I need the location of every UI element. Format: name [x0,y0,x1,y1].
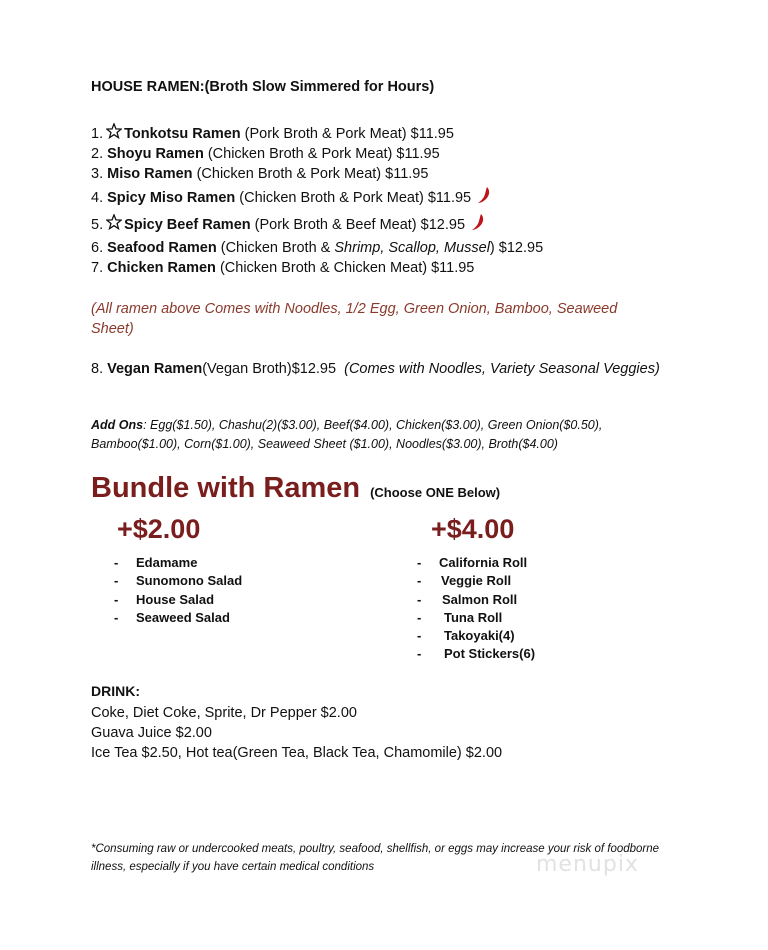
list-item: - Tuna Roll [417,609,535,627]
add-ons-text: : Egg($1.50), Chashu(2)($3.00), Beef($4.00), Chicken($3.00), Green Onion($0.50), Bamboo($1.00), Corn($1.00), Seaweed Sheet ($1.00), Noodles($3.00), Broth($4.00) [91,418,603,451]
item-number: 7. [91,260,104,276]
item-number: 1. [91,126,104,142]
list-item-label: House Salad [136,591,215,607]
item-extra: (Comes with Noodles, Variety Seasonal Veggies) [344,361,660,377]
bundle-title: Bundle with Ramen [91,472,361,504]
item-desc: (Chicken Broth & [216,240,335,256]
ramen-item-3 [91,164,543,184]
item-number: 6. [91,240,104,256]
item-desc: (Pork Broth & Beef Meat) $12.95 [250,216,466,233]
list-item: - Seaweed Salad [114,609,242,627]
bundle-price-2: +$2.00 [117,514,201,544]
bundle-subtitle: (Choose ONE Below) [370,485,501,500]
drink-line: Guava Juice $2.00 [91,725,212,741]
item-number: 4. [91,189,104,206]
add-ons [91,416,671,454]
list-item-label: Seaweed Salad [136,609,230,625]
list-item: - California Roll [417,554,535,572]
list-item: - Pot Stickers(6) [417,645,535,663]
chili-pepper-icon [471,213,485,231]
list-item-label: Sunomono Salad [136,573,243,589]
item-name: Chicken Ramen [107,260,216,276]
item-number: 2. [91,146,104,162]
ramen-item-7 [91,258,543,278]
list-item: - Takoyaki(4) [417,627,535,645]
item-desc: (Chicken Broth & Pork Meat) $11.95 [203,146,440,162]
chili-pepper-icon [477,186,491,204]
list-item-label: Edamame [136,555,198,570]
ramen-includes-note: (All ramen above Comes with Noodles, 1/2 Egg, Green Onion, Bamboo, Seaweed Sheet) [91,301,618,337]
house-ramen-heading: HOUSE RAMEN:(Broth Slow Simmered for Hours) [91,79,435,95]
ramen-item-6 [91,238,543,258]
drink-heading: DRINK: [91,683,140,699]
star-icon [106,214,122,230]
vegan-ramen-item [91,359,661,379]
list-item-label: Veggie Roll [441,573,512,589]
item-desc-italic: Shrimp, Scallop, Mussel [334,240,490,256]
item-number: 8. [91,361,104,377]
list-item-label: Salmon Roll [442,591,518,607]
ramen-item-5 [91,211,543,238]
drink-list [91,703,502,763]
list-item: - Sunomono Salad [114,572,242,590]
ramen-item-1 [91,124,543,144]
list-item: - Salmon Roll [417,591,535,609]
item-desc: (Vegan Broth)$12.95 [202,361,345,377]
watermark: menupix [536,852,639,877]
ramen-list [91,124,543,278]
item-desc: (Pork Broth & Pork Meat) $11.95 [240,126,454,142]
item-name: Seafood Ramen [107,240,217,256]
item-name: Vegan Ramen [107,361,203,377]
item-name: Spicy Beef Ramen [124,216,251,233]
item-desc: (Chicken Broth & Chicken Meat) $11.95 [215,260,475,276]
item-number: 3. [91,166,104,182]
list-item-label: Pot Stickers(6) [444,646,536,662]
item-name: Tonkotsu Ramen [124,126,241,142]
add-ons-label: Add Ons [91,418,144,432]
list-item: - House Salad [114,591,242,609]
ramen-item-4 [91,184,543,211]
list-item: - Edamame [114,554,242,572]
bundle-heading [91,472,500,505]
list-item-label: Takoyaki(4) [444,628,515,644]
drink-line: Coke, Diet Coke, Sprite, Dr Pepper $2.00 [91,705,357,721]
health-disclaimer: *Consuming raw or undercooked meats, poultry, seafood, shellfish, or eggs may increase your risk of foodborne illness, especially if you have certain medical conditions [91,843,660,873]
item-desc-price: ) $12.95 [489,240,544,256]
item-name: Shoyu Ramen [107,146,204,162]
drink-line: Ice Tea $2.50, Hot tea(Green Tea, Black Tea, Chamomile) $2.00 [91,745,503,761]
list-item-label: California Roll [439,555,528,570]
list-item-label: Tuna Roll [444,609,503,625]
bundle-list-2 [114,554,242,627]
star-icon [106,123,122,139]
item-desc: (Chicken Broth & Pork Meat) $11.95 [192,166,429,182]
item-name: Miso Ramen [107,166,193,182]
bundle-price-4: +$4.00 [431,514,515,544]
item-name: Spicy Miso Ramen [107,189,236,206]
item-number: 5. [91,216,104,233]
ramen-item-2 [91,144,543,164]
list-item: - Veggie Roll [417,572,535,590]
item-desc: (Chicken Broth & Pork Meat) $11.95 [235,189,472,206]
bundle-list-4 [417,554,535,664]
